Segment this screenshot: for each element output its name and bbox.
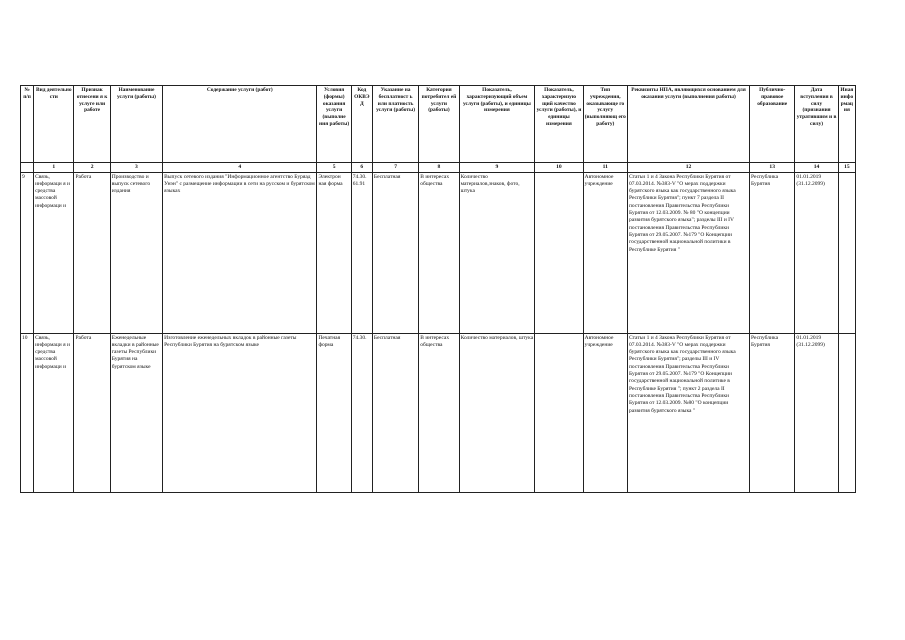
column-number: 6 [351, 163, 372, 173]
row-number: 10 [21, 333, 34, 492]
header-cell-quality: Показатель, характеризую щий качество услуги (работы), и единицы измерения [535, 86, 583, 163]
conditions-cell: Электрон ная форма [317, 172, 351, 333]
column-number: 12 [627, 163, 749, 173]
column-number: 13 [750, 163, 795, 173]
column-number: 9 [459, 163, 535, 173]
column-number: 4 [163, 163, 317, 173]
row-number: 9 [21, 172, 34, 333]
okved-cell: 74.30. 61.91 [351, 172, 372, 333]
column-number: 8 [419, 163, 459, 173]
institution-type-cell: Автономное учреждение [583, 172, 627, 333]
column-number: 14 [795, 163, 838, 173]
service-name-cell: Производство и выпуск сетевого издания [110, 172, 162, 333]
header-row [21, 86, 856, 163]
public-entity-cell: Республика Бурятия [750, 172, 795, 333]
public-entity-cell: Республика Бурятия [750, 333, 795, 492]
header-cell-public-entity: Публично-правовое образование [750, 86, 795, 163]
consumers-cell: В интересах общества [419, 333, 459, 492]
header-cell-other: Иная инфо рмац ия [838, 86, 855, 163]
quality-indicator-cell [535, 172, 583, 333]
column-number-row [21, 163, 856, 173]
header-cell-inst-type: Тип учреждения, оказывающе го услугу (выполняющ его работу) [583, 86, 627, 163]
column-number: 5 [317, 163, 351, 173]
service-content-cell: Изготовление еженедельных вкладок в районные газеты Республики Бурятия на бурятском языке [163, 333, 317, 492]
header-cell-paid: Указание на бесплатност ь или платность услуги (работы) [372, 86, 418, 163]
header-cell-activity: Вид деятельно сти [34, 86, 74, 163]
other-info-cell [838, 333, 855, 492]
payment-cell: Бесплатная [372, 333, 418, 492]
header-cell-name: Наименование услуги (работы) [110, 86, 162, 163]
column-number: 10 [535, 163, 583, 173]
table-row [21, 333, 856, 492]
column-number: 1 [34, 163, 74, 173]
sign-cell: Работа [74, 172, 110, 333]
header-cell-okved: Код ОКВЭ Д [351, 86, 372, 163]
okved-cell: 74.30. [351, 333, 372, 492]
other-info-cell [838, 172, 855, 333]
header-cell-npa: Реквизиты НПА, являющихся основанием для оказания услуги (выполнения работы) [627, 86, 749, 163]
service-content-cell: Выпуск сетевого издания "Информационное агентство Буряад Унэн" с размещение информации в сети на русском и бурятском языках [163, 172, 317, 333]
consumers-cell: В интересах общества [419, 172, 459, 333]
table-row [21, 172, 856, 333]
column-number: 3 [110, 163, 162, 173]
volume-indicator-cell: Количество материалов, штука [459, 333, 535, 492]
column-number: 2 [74, 163, 110, 173]
activity-cell: Связь, информаци я и средства массовой информаци и [34, 333, 74, 492]
quality-indicator-cell [535, 333, 583, 492]
activity-cell: Связь, информаци я и средства массовой информаци и [34, 172, 74, 333]
payment-cell: Бесплатная [372, 172, 418, 333]
header-cell-num: № п/п [21, 86, 34, 163]
header-cell-date: Дата вступления в силу (признания утратившим и в силу) [795, 86, 838, 163]
legal-acts-cell: Статьи 1 и 4 Закона Республики Бурятия от 07.03.2014. №383-V "О мерах поддержки бурятского языка как государственного языка Республики Бурятия"; разделы III и IV постановления Правительства Республики Бурятия от 29.05.2007. №179 "О Концепции государственной национальной политике в Республике Бурятия "; пункт 2 раздела II постановления Правительства Республики Бурятия от 12.03.2009. №80 "О концепции развития бурятского языка " [627, 333, 749, 492]
conditions-cell: Печатная форма [317, 333, 351, 492]
header-cell-consumers: Категория потребител ей услуги (работы) [419, 86, 459, 163]
header-cell-sign: Признак отнесени я к услуге или работе [74, 86, 110, 163]
service-name-cell: Еженедельные вкладки в районные газеты Республики Бурятия на бурятском языке [110, 333, 162, 492]
institution-type-cell: Автономное учреждение [583, 333, 627, 492]
volume-indicator-cell: Количество материалов,знаков, фото, штука [459, 172, 535, 333]
column-number [21, 163, 34, 173]
header-cell-volume: Показатель, характеризующий объем услуги (работы), и единицы измерения [459, 86, 535, 163]
legal-acts-cell: Статьи 1 и 4 Закона Республики Бурятия от 07.03.2014. №383-V "О мерах поддержки бурятского языка как государственного языка Республики Бурятия"; пункт 7 раздела II постановления Правительства Республики Бурятия от 12.03.2009. № 80 "О концепции развития бурятского языка"; разделы III и IV постановления Правительства Республики Бурятия от 29.05.2007. №179 "О Концепции государственной национальной политики в Республике Бурятия " [627, 172, 749, 333]
column-number: 11 [583, 163, 627, 173]
effective-date-cell: 01.01.2019 (31.12.2099) [795, 333, 838, 492]
effective-date-cell: 01.01.2019 (31.12.2099) [795, 172, 838, 333]
column-number: 15 [838, 163, 855, 173]
column-number: 7 [372, 163, 418, 173]
sign-cell: Работа [74, 333, 110, 492]
header-cell-conditions: Условия (формы) оказания услуги (выполне ния работы) [317, 86, 351, 163]
header-cell-content: Содержание услуги (работ) [163, 86, 317, 163]
services-register-table [20, 85, 856, 493]
